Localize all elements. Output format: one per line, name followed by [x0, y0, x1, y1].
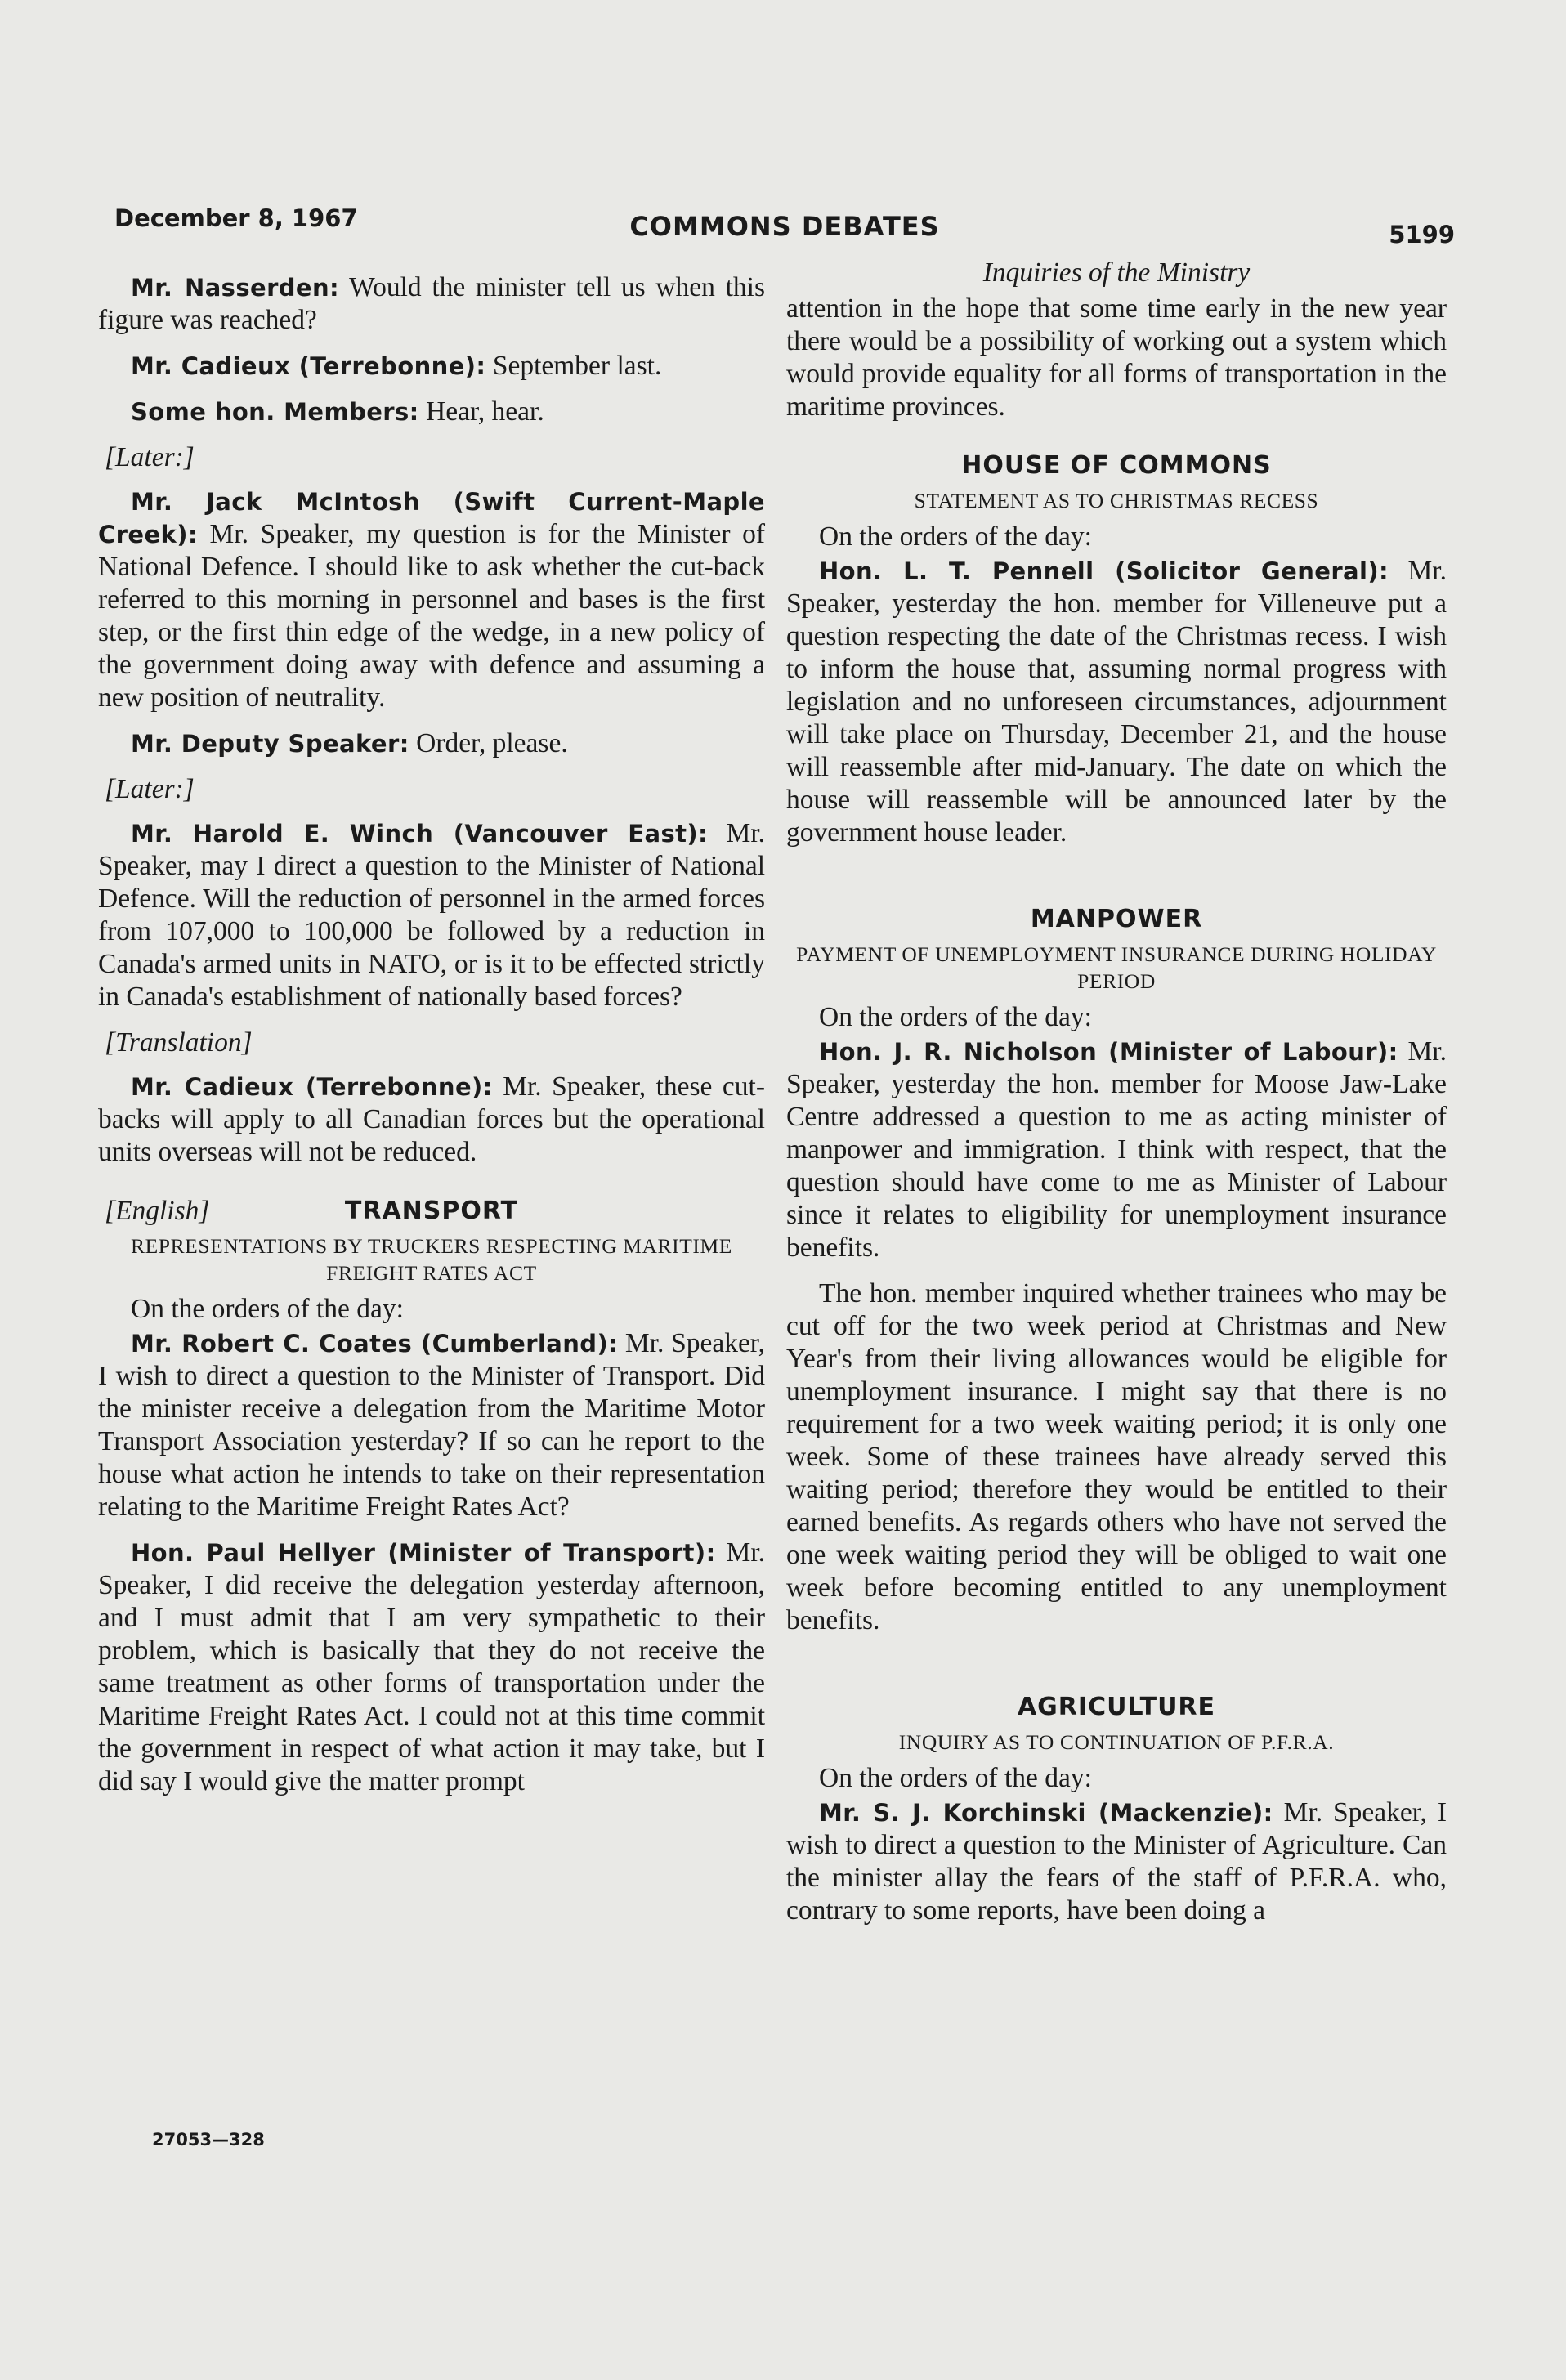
paragraph-hellyer [98, 1537, 765, 1798]
speech-text: Mr. Speaker, I wish to direct a question to the Minister of Transport. Did the minister receive a delegation from the Maritime Motor Transport Association yesterday? If so can he report to the house what action he intends to take on their representation relating to the Maritime Freight Rates Act? [98, 1328, 765, 1522]
orders-of-the-day: On the orders of the day: [819, 1002, 1092, 1032]
speaker-name: Mr. Harold E. Winch (Vancouver East): [131, 820, 709, 848]
paragraph-cadieux-2 [98, 1071, 765, 1169]
speech-text: Mr. Speaker, may I direct a question to the Minister of National Defence. Will the reduction of personnel in the armed forces from 107,000 to 100,000 be followed by a reduction in Canada's armed units in NATO, or is it to be effected strictly in Canada's establishment of nationally based forces? [98, 818, 766, 1012]
right-column [786, 257, 1447, 1927]
printer-code: 27053—328 [152, 2130, 265, 2150]
speaker-name: Mr. Cadieux (Terrebonne): [131, 352, 486, 380]
speaker-name: Some hon. Members: [131, 398, 419, 426]
speech-text: Hear, hear. [426, 396, 544, 427]
section-title-manpower: MANPOWER [1030, 905, 1203, 933]
speaker-name: Mr. Nasserden: [131, 274, 340, 302]
section-subtitle: INQUIRY AS TO CONTINUATION OF P.F.R.A. [898, 1730, 1335, 1754]
paragraph-hellyer-continued: attention in the hope that some time early in the new year there would be a possibility of working out a system which would provide equality for all forms of transportation in the maritime provinces. [786, 293, 1447, 422]
speech-text: Mr. Speaker, I did receive the delegation yesterday afternoon, and I must admit that I am very sympathetic to their problem, which is basically that they do not receive the same treatment as other forms of transportation under the Maritime Freight Rates Act. I could not at this time commit the government in respect of what action it may take, but I did say I would give the matter prompt [98, 1537, 766, 1796]
speech-text: Order, please. [416, 728, 568, 758]
speaker-name: Hon. Paul Hellyer (Minister of Transport): [131, 1539, 716, 1567]
paragraph-nicholson-2: The hon. member inquired whether trainees who may be cut off for the two week period at Christmas and New Year's from their living allowances would be eligible for unemployment insurance. I might say that there is no requirement for a two week waiting period; it is only one week. Some of these trainees have already served this waiting period; therefore they would be entitled to their earned benefits. As regards others who have not served the one week waiting period they will be obliged to wait one week before becoming entitled to any unemployment benefits. [786, 1278, 1447, 1635]
speech-text: Mr. Speaker, these cut-backs will apply to all Canadian forces but the operational units overseas will not be reduced. [98, 1071, 765, 1167]
paragraph-winch [98, 817, 765, 1013]
paragraph-deputy-speaker [98, 727, 765, 760]
orders-of-the-day: On the orders of the day: [131, 1294, 404, 1324]
speaker-name: Mr. Cadieux (Terrebonne): [131, 1073, 493, 1101]
english-note: [English] [105, 1196, 210, 1226]
paragraph-nicholson [786, 1036, 1447, 1264]
speech-text: Would the minister tell us when this figure was reached? [98, 272, 765, 335]
section-subtitle: PAYMENT OF UNEMPLOYMENT INSURANCE DURING HOLIDAY PERIOD [796, 942, 1437, 993]
speaker-name: Mr. Robert C. Coates (Cumberland): [131, 1330, 619, 1358]
paragraph-korchinski [786, 1796, 1447, 1927]
translation-note: [Translation] [105, 1027, 253, 1058]
later-note: [Later:] [105, 442, 195, 472]
speaker-name: Mr. Deputy Speaker: [131, 730, 409, 758]
speaker-name: Mr. Jack McIntosh (Swift Current-Maple Creek): [98, 488, 765, 548]
orders-of-the-day: On the orders of the day: [819, 1763, 1092, 1793]
paragraph-members [98, 396, 765, 428]
section-title-agriculture: AGRICULTURE [1017, 1693, 1216, 1721]
paragraph-cadieux-1 [98, 350, 765, 382]
left-column [98, 271, 765, 1798]
section-subtitle: REPRESENTATIONS BY TRUCKERS RESPECTING MARITIME FREIGHT RATES ACT [131, 1234, 732, 1285]
speech-text: Mr. Speaker, my question is for the Minister of National Defence. I should like to ask whether the cut-back referred to this morning in personnel and bases is the first step, or the first thin edge of the wedge, in a new policy of the government doing away with defence and assuming a new position of neutrality. [98, 519, 766, 713]
header-date: December 8, 1967 [114, 204, 358, 232]
orders-of-the-day: On the orders of the day: [819, 521, 1092, 552]
header-title: COMMONS DEBATES [629, 211, 940, 242]
running-head: Inquiries of the Ministry [982, 257, 1251, 288]
paragraph-mcintosh [98, 485, 765, 714]
speaker-name: Hon. J. R. Nicholson (Minister of Labour): [819, 1038, 1398, 1066]
page-header [114, 201, 1455, 250]
speech-text: Mr. Speaker, yesterday the hon. member for Moose Jaw-Lake Centre addressed a question to me as acting minister of manpower and immigration. I think with respect, that the question should have come to me as Minister of Labour since it relates to eligibility for unemployment insurance benefits. [786, 1036, 1447, 1263]
section-title-house-of-commons: HOUSE OF COMMONS [961, 451, 1272, 480]
section-title-transport: TRANSPORT [344, 1197, 519, 1225]
later-note: [Later:] [105, 774, 195, 804]
paragraph-pennell [786, 555, 1447, 849]
section-subtitle: STATEMENT AS TO CHRISTMAS RECESS [914, 489, 1319, 512]
speaker-name: Mr. S. J. Korchinski (Mackenzie): [819, 1799, 1273, 1827]
speech-text: Mr. Speaker, I wish to direct a question to the Minister of Agriculture. Can the minister allay the fears of the staff of P.F.R.A. who, contrary to some reports, have been doing a [786, 1797, 1447, 1926]
paragraph-coates [98, 1327, 765, 1523]
speech-text: Mr. Speaker, yesterday the hon. member for Villeneuve put a question respecting the date of the Christmas recess. I wish to inform the house that, assuming normal progress with legislation and no unforeseen circumstances, adjournment will take place on Thursday, December 21, and the house will reassemble after mid-January. The date on which the house will reassemble will be announced later by the government house leader. [786, 556, 1447, 848]
speaker-name: Hon. L. T. Pennell (Solicitor General): [819, 557, 1389, 585]
speech-text: September last. [492, 351, 662, 381]
paragraph-nasserden [98, 271, 765, 337]
page-number: 5199 [1389, 221, 1455, 248]
